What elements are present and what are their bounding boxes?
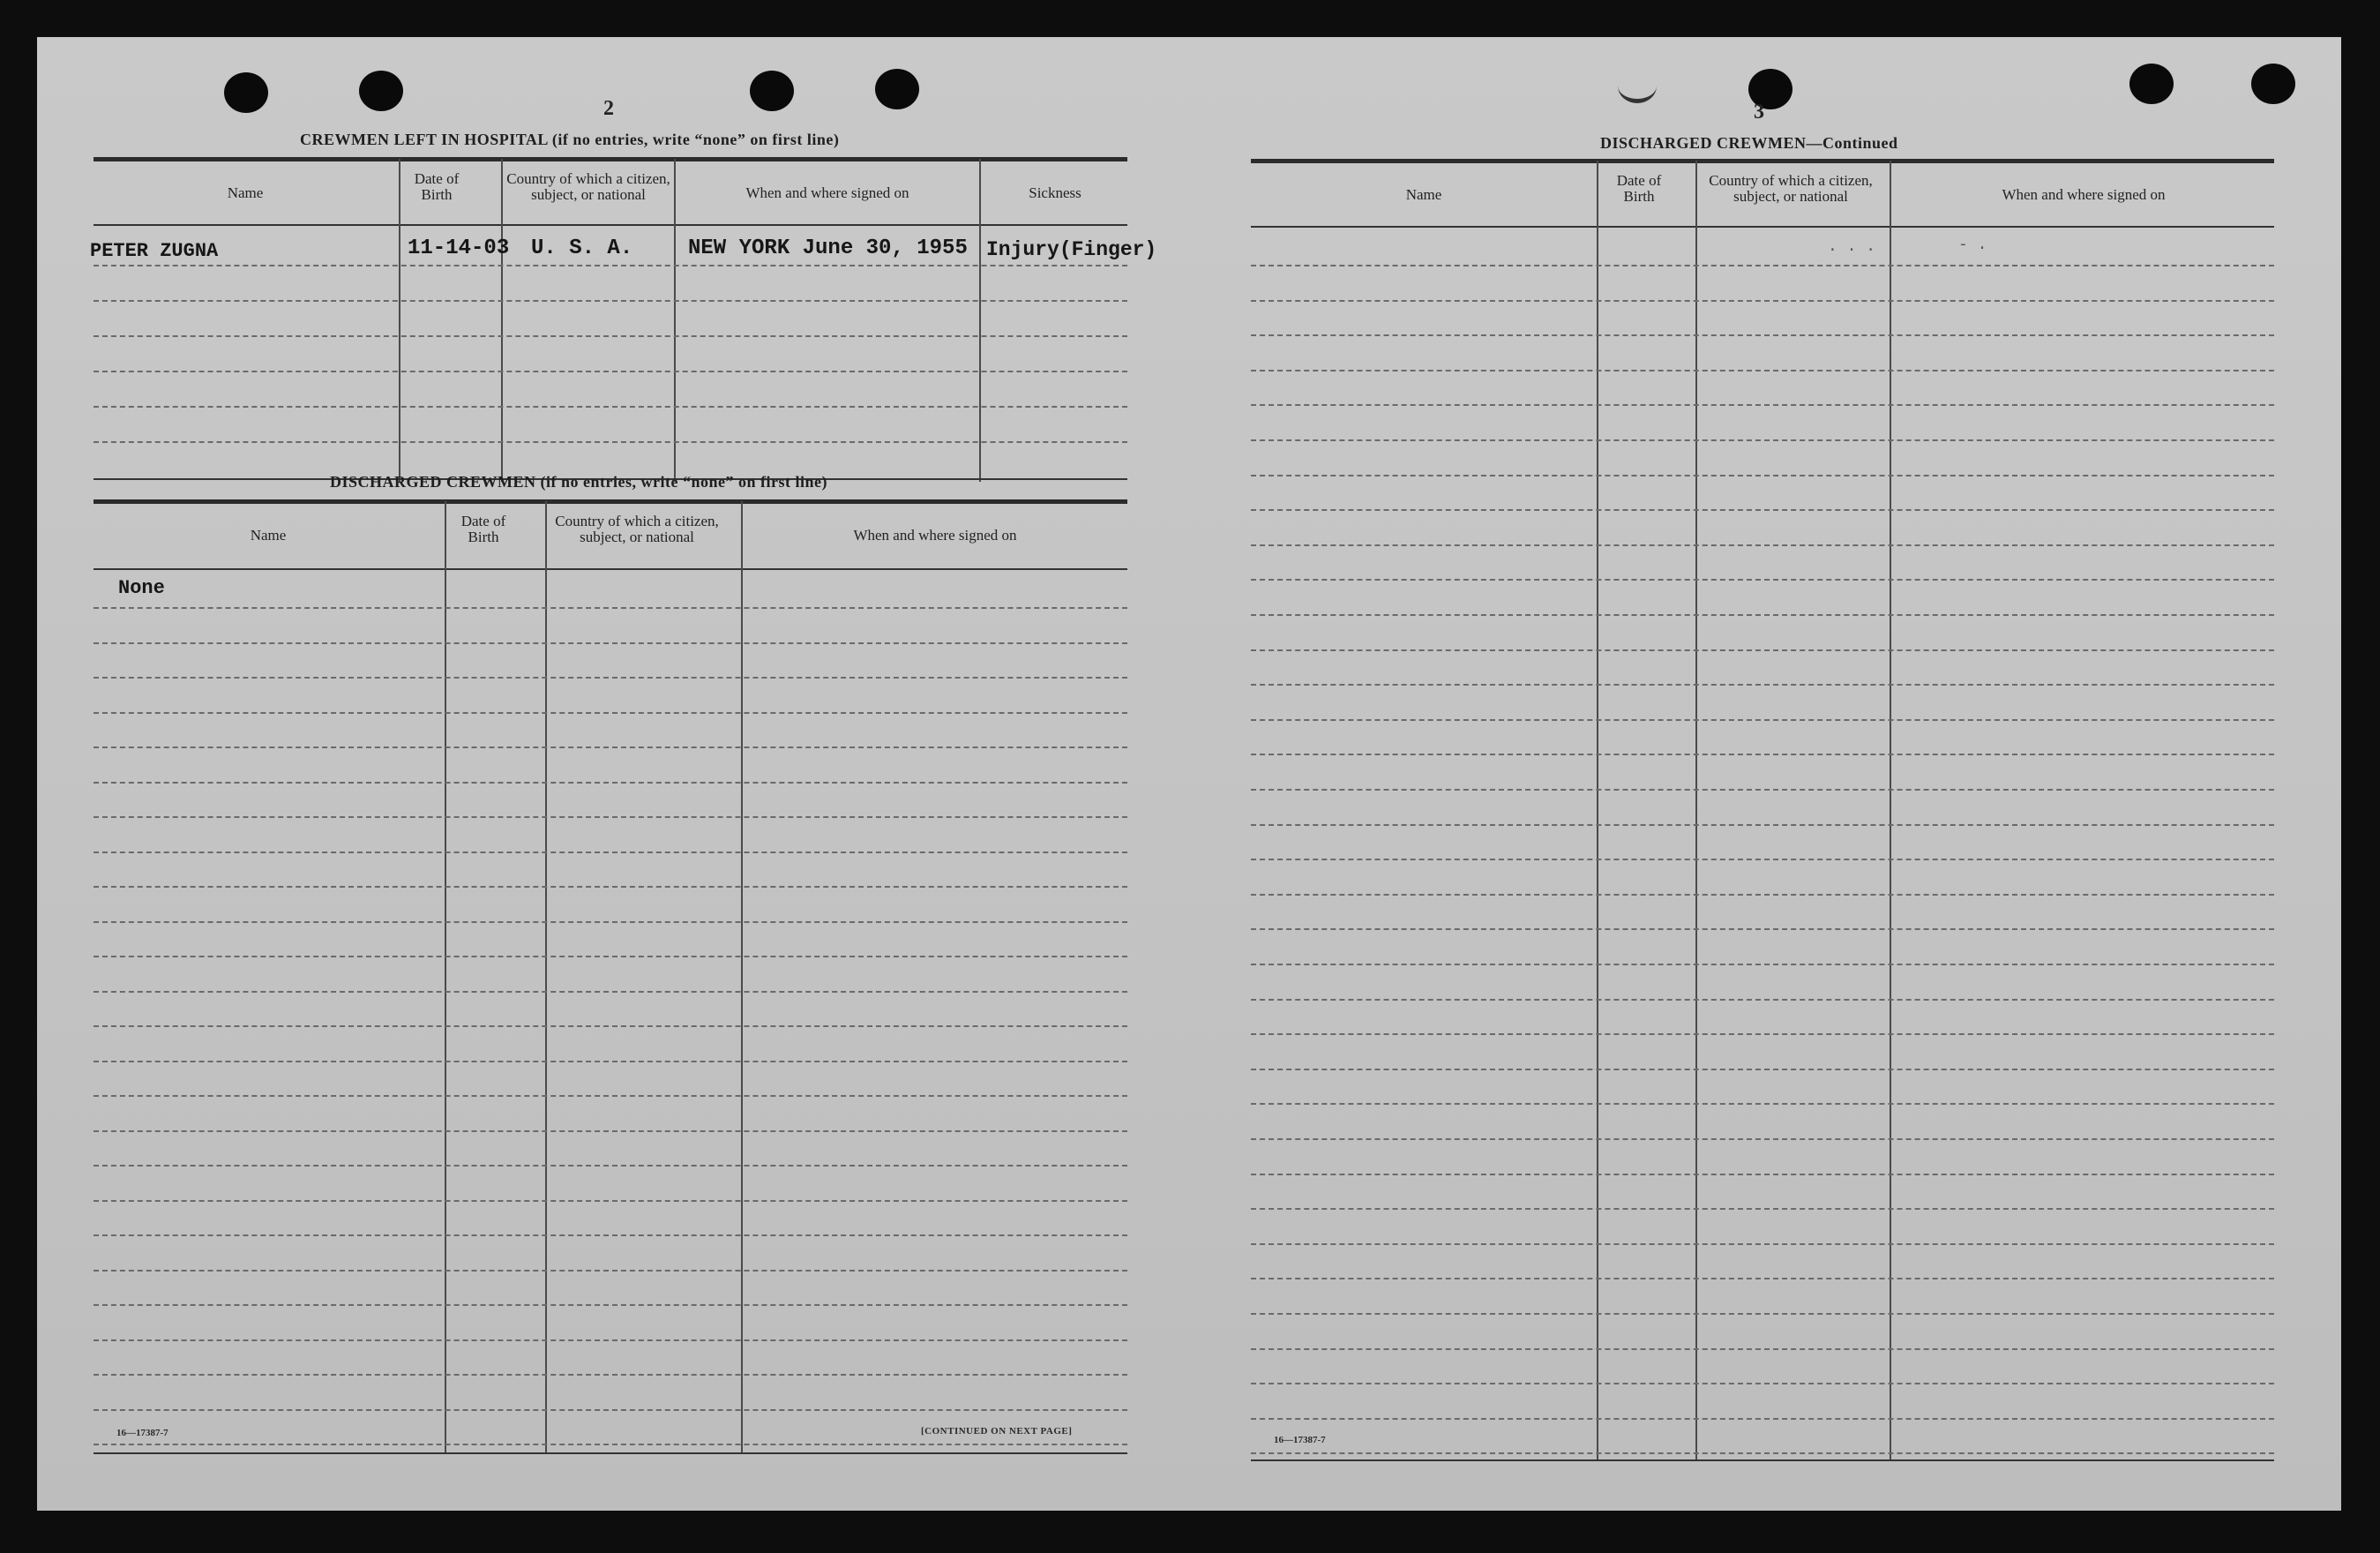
discharged-section-heading: DISCHARGED CREWMEN (if no entries, write “none” on first line) <box>330 473 827 491</box>
form-row-line <box>94 607 1127 609</box>
form-row-line <box>94 1200 1127 1202</box>
form-row-line <box>1251 719 2274 721</box>
discharged-col-dob: Date of Birth <box>460 513 506 545</box>
hospital-col-divider <box>399 159 400 482</box>
form-row-line <box>94 816 1127 818</box>
discharged-col-divider <box>545 501 547 1452</box>
discharged-col-divider <box>445 501 446 1452</box>
faint-smudge: . . . <box>1828 238 1876 256</box>
form-row-line <box>1251 824 2274 826</box>
hospital-entry-name: PETER ZUGNA <box>90 240 219 262</box>
hospital-row-line <box>94 371 1127 372</box>
hospital-col-country: Country of which a citizen, subject, or national <box>506 170 670 203</box>
discharged-bottom-rule <box>94 1452 1127 1454</box>
hospital-section-heading: CREWMEN LEFT IN HOSPITAL (if no entries, write “none” on first line) <box>300 131 840 148</box>
hospital-col-signed-on: When and where signed on <box>745 184 909 201</box>
form-row-line <box>94 886 1127 888</box>
form-row-line <box>94 852 1127 853</box>
form-row-line <box>1251 928 2274 930</box>
form-row-line <box>1251 754 2274 755</box>
form-row-line <box>1251 475 2274 476</box>
hospital-row-line <box>94 406 1127 408</box>
right-col-country: Country of which a citizen, subject, or national <box>1709 172 1873 205</box>
discharged-entry-name: None <box>118 577 165 599</box>
form-row-line <box>94 921 1127 923</box>
hospital-col-divider <box>501 159 503 482</box>
form-row-line <box>1251 404 2274 406</box>
form-row-line <box>1251 1208 2274 1210</box>
punch-hole-icon <box>2251 64 2295 104</box>
form-row-line <box>1251 1069 2274 1070</box>
form-row-line <box>94 712 1127 714</box>
faint-smudge: - . <box>1958 236 1987 254</box>
form-row-line <box>94 1234 1127 1236</box>
hospital-col-divider <box>674 159 676 482</box>
form-row-line <box>94 991 1127 993</box>
punch-hole-icon <box>2129 64 2174 104</box>
form-row-line <box>94 782 1127 784</box>
form-number-left: 16—17387-7 <box>116 1428 168 1438</box>
form-row-line <box>1251 1278 2274 1279</box>
hospital-entry-sickness: Injury(Finger) <box>986 238 1157 261</box>
discharged-col-country: Country of which a citizen, subject, or national <box>555 513 719 545</box>
hospital-entry-dob: 11-14-03 <box>408 236 510 260</box>
hospital-row-line <box>94 265 1127 266</box>
form-row-line <box>1251 334 2274 336</box>
form-row-line <box>1251 1418 2274 1420</box>
hospital-col-name: Name <box>227 184 264 201</box>
hospital-top-rule <box>94 157 1127 161</box>
form-row-line <box>94 1061 1127 1062</box>
page-number-right: 3 <box>1754 101 1764 124</box>
form-row-line <box>1251 370 2274 371</box>
continued-note: [CONTINUED ON NEXT PAGE] <box>921 1426 1073 1437</box>
form-row-line <box>1251 1174 2274 1175</box>
form-row-line <box>1251 1243 2274 1245</box>
form-row-line <box>1251 1033 2274 1035</box>
hospital-col-dob: Date of Birth <box>414 170 460 203</box>
hospital-row-line <box>94 441 1127 443</box>
form-row-line <box>1251 1452 2274 1454</box>
form-row-line <box>1251 579 2274 581</box>
form-row-line <box>1251 265 2274 266</box>
form-row-line <box>94 956 1127 957</box>
hospital-header-rule <box>94 224 1127 226</box>
form-row-line <box>94 642 1127 644</box>
right-col-divider <box>1695 161 1697 1459</box>
form-row-line <box>94 1409 1127 1411</box>
form-row-line <box>94 1374 1127 1376</box>
right-col-name: Name <box>1405 186 1442 203</box>
hospital-col-divider <box>979 159 981 482</box>
form-row-line <box>1251 1138 2274 1140</box>
page-number-left: 2 <box>603 97 614 120</box>
discharged-col-name: Name <box>250 527 287 544</box>
discharged-header-rule <box>94 568 1127 570</box>
hospital-entry-signed-on: NEW YORK June 30, 1955 <box>688 236 968 260</box>
form-row-line <box>1251 894 2274 896</box>
form-row-line <box>1251 964 2274 965</box>
hospital-row-line <box>94 300 1127 302</box>
form-row-line <box>1251 439 2274 441</box>
punch-hole-icon <box>224 72 268 113</box>
form-row-line <box>1251 614 2274 616</box>
hospital-entry-country: U. S. A. <box>531 236 633 260</box>
hospital-row-line <box>94 335 1127 337</box>
right-col-signed-on: When and where signed on <box>2002 186 2166 203</box>
form-row-line <box>94 1165 1127 1167</box>
form-row-line <box>94 677 1127 679</box>
form-row-line <box>94 1095 1127 1097</box>
form-row-line <box>1251 789 2274 791</box>
form-row-line <box>1251 649 2274 651</box>
form-row-line <box>94 1444 1127 1445</box>
discharged-col-signed-on: When and where signed on <box>853 527 1017 544</box>
right-col-dob: Date of Birth <box>1616 172 1662 205</box>
form-row-line <box>94 746 1127 748</box>
right-col-divider <box>1890 161 1891 1459</box>
form-row-line <box>94 1304 1127 1306</box>
discharged-top-rule <box>94 499 1127 504</box>
right-header-rule <box>1251 226 2274 228</box>
form-row-line <box>94 1339 1127 1341</box>
form-row-line <box>94 1270 1127 1272</box>
document-sheet <box>37 37 2341 1511</box>
right-section-heading: DISCHARGED CREWMEN—Continued <box>1600 134 1898 152</box>
form-row-line <box>94 1025 1127 1027</box>
form-row-line <box>1251 1348 2274 1350</box>
form-row-line <box>1251 544 2274 546</box>
form-row-line <box>94 1130 1127 1132</box>
discharged-col-divider <box>741 501 743 1452</box>
hospital-col-sickness: Sickness <box>1029 184 1081 201</box>
punch-hole-icon <box>359 71 403 111</box>
form-number-right: 16—17387-7 <box>1274 1435 1326 1445</box>
form-row-line <box>1251 999 2274 1001</box>
form-row-line <box>1251 859 2274 860</box>
punch-hole-icon <box>1618 69 1657 103</box>
form-row-line <box>1251 300 2274 302</box>
form-row-line <box>1251 1313 2274 1315</box>
form-row-line <box>1251 1383 2274 1384</box>
punch-hole-icon <box>750 71 794 111</box>
form-row-line <box>1251 1103 2274 1105</box>
form-row-line <box>1251 684 2274 686</box>
right-top-rule <box>1251 159 2274 163</box>
right-bottom-rule <box>1251 1459 2274 1461</box>
form-row-line <box>1251 509 2274 511</box>
right-col-divider <box>1597 161 1598 1459</box>
punch-hole-icon <box>875 69 919 109</box>
